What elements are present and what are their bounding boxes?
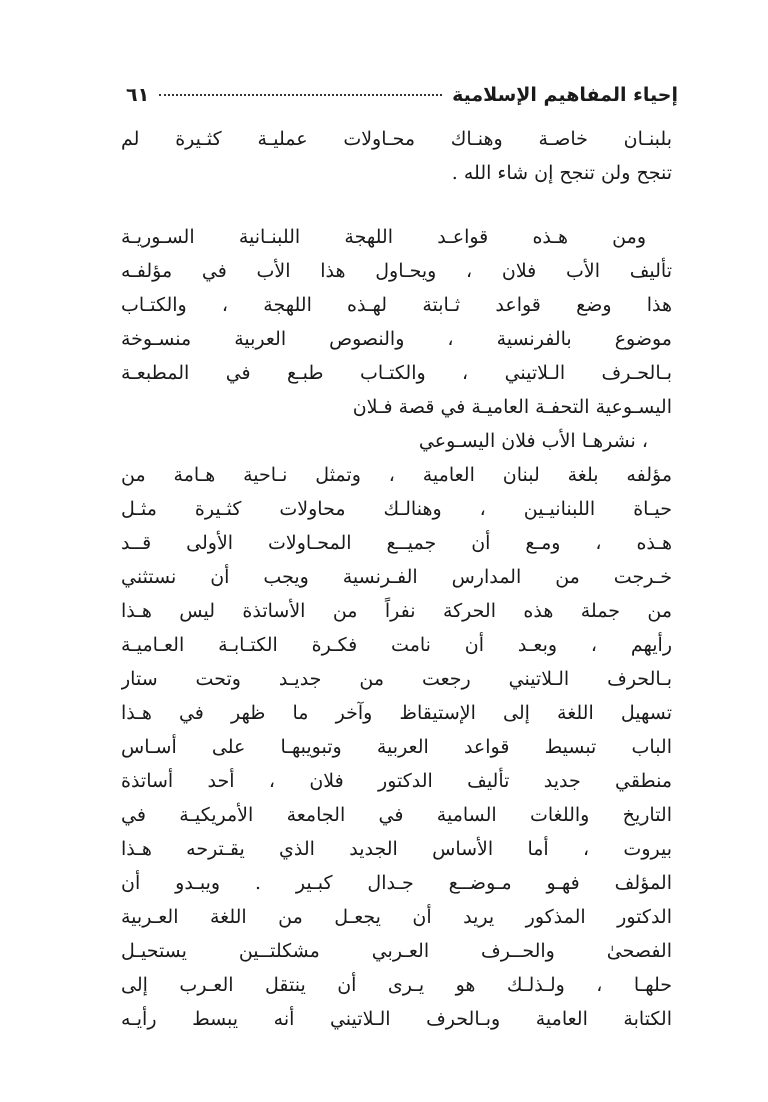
- text-line: هـذه ، ومـع أن جميــع المحـاولات الأولى قــد: [121, 532, 672, 554]
- text-line: بـالحرف الـلاتيني رجعت من جديـد وتحت ستار: [121, 668, 672, 690]
- page-number: ٦١: [126, 84, 150, 106]
- text-line: المؤلف فهـو مـوضــع جـدال كبـير . ويبـدو أن: [121, 872, 672, 894]
- text-line: ومن هـذه قواعـد اللهجة اللبنـانية السـوريـة: [121, 226, 646, 248]
- text-line: مؤلفه بلغة لبنان العامية ، وتمثل نـاحية هـامة من: [121, 464, 672, 486]
- text-line: رأيهم ، وبعـد أن نامت فكـرة الكتـابـة العـاميـة: [121, 634, 672, 656]
- paragraph-2: [121, 220, 672, 1036]
- text-line: التاريخ واللغات السامية في الجامعة الأمريكيـة في: [121, 804, 672, 826]
- text-line: موضوع بالفرنسية ، والنصوص العربية منسـوخة: [121, 328, 672, 350]
- text-line: بيروت ، أما الأساس الجديد الذي يقـترحه هـذا: [121, 838, 672, 860]
- text-line: بلبنـان خاصـة وهنـاك محـاولات عمليـة كثـيرة لم: [121, 128, 672, 150]
- text-line: الفصحىٰ والحــرف العـربي مشكلتــين يستحيـل: [121, 940, 672, 962]
- text-line: الباب تبسيط قواعد العربية وتبويبهـا على أسـاس: [121, 736, 672, 758]
- header-title: إحياء المفاهيم الإسلامية: [452, 84, 678, 106]
- text-line: منطقي جديد تأليف الدكتور فلان ، أحد أساتذة: [121, 770, 672, 792]
- text-line: تنجح ولن تنجح إن شاء الله .: [451, 162, 672, 184]
- text-line: تسهيل اللغة إلى الإستيقاظ وآخر ما ظهر في هـذا: [121, 702, 672, 724]
- paragraph-gap: [121, 190, 672, 220]
- text-line: الدكتور المذكور يريد أن يجعـل من اللغة العـربية: [121, 906, 672, 928]
- text-line: خـرجت من المدارس الفـرنسية ويجب أن نستثني: [121, 566, 672, 588]
- body-text: [121, 122, 672, 1036]
- paragraph-1: [121, 122, 672, 190]
- text-line: تأليف الأب فلان ، ويحـاول هذا الأب في مؤلفـه: [121, 260, 672, 282]
- text-line: هذا وضع قواعد ثـابتة لهـذه اللهجة ، والكتـاب: [121, 294, 672, 316]
- text-line: حيـاة اللبنانيـين ، وهنالـك محاولات كثـيرة مثـل: [121, 498, 672, 520]
- running-header: [126, 84, 678, 114]
- text-line: ، نشرهـا الأب فلان اليسـوعي: [418, 430, 648, 452]
- text-line: حلهـا ، ولـذلـك هو يـرى أن ينتقل العـرب إلى: [121, 974, 672, 996]
- text-line: بـالحـرف الـلاتيني ، والكتـاب طبـع في المطبعـة: [121, 362, 672, 384]
- header-dot-leader: [159, 94, 442, 96]
- text-line: الكتابة العامية وبـالحرف الـلاتيني أنه يبسط رأيـه: [121, 1008, 672, 1030]
- text-line: من جملة هذه الحركة نفراً من الأساتذة ليس هـذا: [121, 600, 672, 622]
- text-line: اليسـوعية التحفـة العاميـة في قصة فـلان: [352, 396, 672, 418]
